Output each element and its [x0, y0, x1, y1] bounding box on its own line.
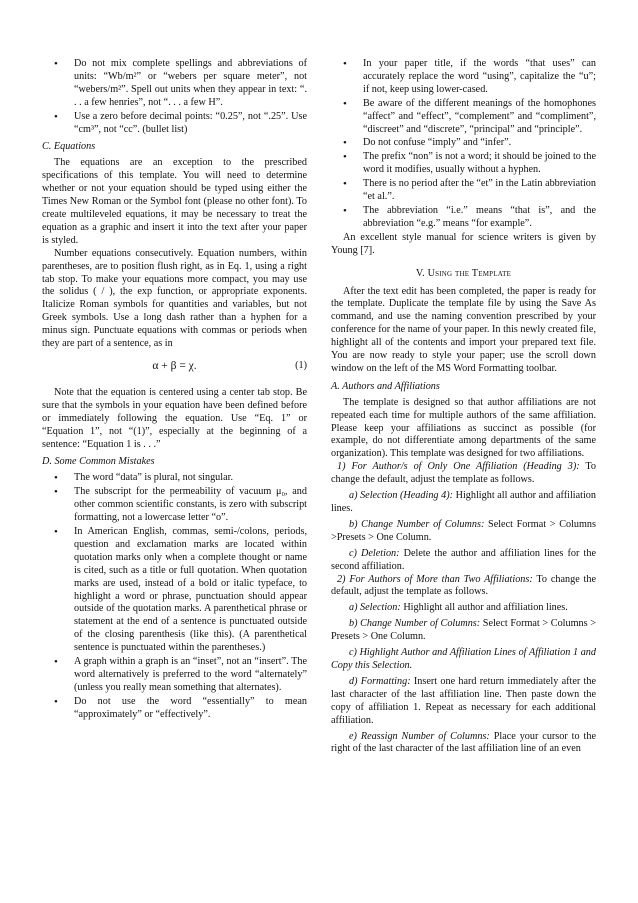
mistakes-bullet-list — [42, 472, 307, 721]
equations-paragraph-3: Note that the equation is centered using a center tab stop. Be sure that the symbols in your equation have been defined before or immediately following the equation. Use “Eq. 1” or “Equation 1”, not “(1)”, especially at the beginning of a sentence: “Equation 1 is . . .” — [42, 386, 307, 450]
step-1b — [331, 519, 596, 545]
usage-bullet-list — [331, 58, 596, 231]
template-paragraph: After the text edit has been completed, the paper is ready for the template. Duplicate the template file by using the Save As command, and use the naming convention prescribed by your conference for the name of your paper. In this newly created file, highlight all of the contents and import your prepared text file. You are now ready to style your paper; use the scroll down window on the left of the MS Word Formatting toolbar. — [331, 285, 596, 374]
equation-number: (1) — [295, 359, 307, 371]
step-label: b) Change Number of Columns: — [349, 518, 485, 530]
heading-using-template: V. Using the Template — [415, 267, 512, 279]
style-manual-paragraph: An excellent style manual for science writers is given by Young [7]. — [331, 231, 596, 256]
step-text: Insert one hard return immediately after the last character of the last affiliation line. Then paste down the copy of affiliation 1. Repeat as necessary for each additional affiliation. — [331, 675, 597, 726]
list-item: • In your paper title, if the words “that uses” can accurately replace the word “using”, capitalize the “u”; if not, keep using lower-cased. — [363, 58, 596, 97]
list-item: • The subscript for the permeability of vacuum μ₀, and other common scientific constants, is zero with subscript formatting, not a lowercase letter “o”. — [74, 486, 307, 525]
list-item: • The prefix “non” is not a word; it should be joined to the word it modifies, usually without a hyphen. — [363, 151, 596, 177]
equations-paragraph-2: Number equations consecutively. Equation numbers, within parentheses, are to position flush right, as in Eq. 1, using a right tab stop. To make your equations more compact, you may use the solidus ( / ), the exp function, or appropriate exponents. Italicize Roman symbols for quantities and variables, but not Greek symbols. Use a long dash rather than a hyphen for a minus sign. Punctuate equations with commas or periods when they are part of a sentence, as in — [42, 247, 307, 350]
step-2b — [331, 618, 596, 644]
step-text: Select Format > Columns >Presets > One Column. — [331, 518, 596, 543]
step-text: Select Format > Columns > Presets > One Column. — [331, 618, 596, 643]
equations-paragraph-1: The equations are an exception to the prescribed specifications of this template. You will need to determine whether or not your equation should be typed using either the Times New Roman or the Symbol font (please no other font). To create multileveled equations, it may be necessary to treat the equation as a graphic and insert it into the text after your paper is styled. — [42, 157, 307, 246]
heading-authors-affiliations: A. Authors and Affiliations — [331, 380, 440, 392]
step-1a — [331, 490, 596, 516]
list-item: • Do not use the word “essentially” to mean “approximately” or “effectively”. — [74, 696, 307, 722]
step-label: a) Selection: — [349, 602, 401, 614]
step-2a — [331, 602, 596, 615]
subsection-label: 2) For Authors of More than Two Affiliations: — [337, 573, 533, 585]
list-item: • A graph within a graph is an “inset”, not an “insert”. The word alternatively is preferred to the word “alternately” (unless you really mean something that alternates). — [74, 656, 307, 695]
step-text: Place your cursor to the right of the last character of the last affiliation line of an even — [331, 730, 596, 755]
equation-text: α + β = χ. — [152, 359, 197, 372]
list-item: • Be aware of the different meanings of the homophones “affect” and “effect”, “complement” and “compliment”, “discreet” and “discrete”, “principal” and “principle”. — [363, 98, 596, 137]
heading-common-mistakes: D. Some Common Mistakes — [42, 456, 155, 468]
right-column — [331, 58, 596, 903]
step-1c — [331, 548, 596, 574]
step-2d — [331, 676, 596, 728]
heading-equations: C. Equations — [42, 141, 96, 153]
list-item: • Do not mix complete spellings and abbreviations of units: “Wb/m²” or “webers per square meter”, not “webers/m²”. Spell out units when they appear in text: “. . . a few henries”, not “. . . a few H”. — [74, 58, 307, 110]
step-label: e) Reassign Number of Columns: — [349, 730, 490, 742]
subsection-text: To change the default, adjust the template as follows. — [331, 573, 597, 598]
step-text: Highlight all author and affiliation lines. — [331, 490, 596, 514]
step-text: Delete the author and affiliation lines for the second affiliation. — [331, 547, 596, 572]
step-label: b) Change Number of Columns: — [349, 618, 481, 630]
step-2e — [331, 731, 596, 757]
list-item: • In American English, commas, semi-/colons, periods, question and exclamation marks are located within quotation marks only when a complete thought or name is cited, such as a title or full quotation. When quotation marks are used, instead of a bold or italic typeface, to highlight a word or phrase, punctuation should appear outside of the quotation marks. A parenthetical phrase or statement at the end of a sentence is punctuated outside of the closing parenthesis (like this). (A parenthetical sentence is punctuated within the parentheses.) — [74, 526, 307, 655]
list-item: • The word “data” is plural, not singular. — [74, 472, 307, 485]
step-text: Highlight all author and affiliation lines. — [400, 602, 568, 614]
equation-1 — [42, 360, 307, 378]
subsection-more-affiliations — [331, 574, 596, 600]
authors-paragraph: The template is designed so that author affiliations are not repeated each time for multiple authors of the same affiliation. Please keep your affiliations as succinct as possible (for example, do not differentiate among departments of the same organization). This template was designed for two affiliations. — [331, 396, 596, 460]
step-label: d) Formatting: — [349, 675, 411, 687]
subsection-one-affiliation — [331, 461, 596, 487]
list-item: • The abbreviation “i.e.” means “that is”, and the abbreviation “e.g.” means “for example”. — [363, 205, 596, 231]
step-2c — [331, 647, 596, 673]
subsection-text: To change the default, adjust the template as follows. — [331, 461, 596, 486]
units-bullet-list — [42, 58, 307, 136]
step-label: a) Selection (Heading 4): — [349, 490, 453, 502]
list-item: • Do not confuse “imply” and “infer”. — [363, 137, 596, 150]
list-item: • There is no period after the “et” in the Latin abbreviation “et al.”. — [363, 178, 596, 204]
list-item: • Use a zero before decimal points: “0.25”, not “.25”. Use “cm³”, not “cc”. (bullet list) — [74, 111, 307, 137]
left-column — [42, 58, 307, 903]
step-label: c) Highlight Author and Affiliation Lines of Affiliation 1 and Copy this Selection. — [331, 647, 596, 671]
step-label: c) Deletion: — [349, 547, 400, 559]
subsection-label: 1) For Author/s of Only One Affiliation (Heading 3): — [337, 461, 580, 473]
